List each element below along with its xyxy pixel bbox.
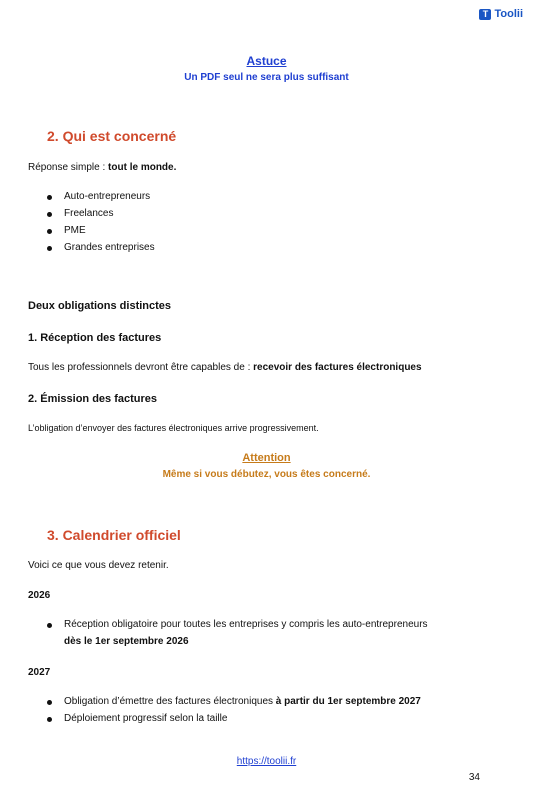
section-2-heading: 2. Qui est concerné <box>47 128 177 144</box>
section-2-intro-bold: tout le monde. <box>108 162 177 173</box>
reception-title: 1. Réception des factures <box>28 332 162 344</box>
list-item-text: Freelances <box>64 208 114 219</box>
list-item-text: Auto-entrepreneurs <box>64 191 151 202</box>
emission-text: L’obligation d’envoyer des factures électroniques arrive progressivement. <box>28 423 319 433</box>
list-item-text-prefix: Obligation d’émettre des factures électroniques <box>64 696 276 707</box>
section-2-intro-prefix: Réponse simple : <box>28 162 109 173</box>
list-item-text: Déploiement progressif selon la taille <box>64 713 228 724</box>
toolii-logo <box>479 8 523 20</box>
list-item <box>47 225 86 236</box>
obligations-title: Deux obligations distinctes <box>28 300 172 312</box>
attention-title: Attention <box>242 452 291 464</box>
list-item <box>47 208 113 219</box>
section-3-heading: 3. Calendrier officiel <box>47 527 181 543</box>
list-item <box>47 242 155 253</box>
list-item <box>47 696 421 707</box>
year-2026: 2026 <box>28 590 51 601</box>
footer-link[interactable]: https://toolii.fr <box>236 756 297 767</box>
year-2027: 2027 <box>28 667 51 678</box>
list-item-text: Réception obligatoire pour toutes les entreprises y compris les auto-entrepreneurs <box>64 619 428 630</box>
reception-text-prefix: Tous les professionnels devront être capables de : <box>28 362 254 373</box>
list-item-text-bold: à partir du 1er septembre 2027 <box>275 696 421 707</box>
list-item <box>47 619 428 630</box>
tip-text: Un PDF seul ne sera plus suffisant <box>184 72 349 83</box>
list-item-continuation: dès le 1er septembre 2026 <box>64 636 189 647</box>
attention-text: Même si vous débutez, vous êtes concerné. <box>162 469 371 480</box>
tip-title: Astuce <box>246 54 287 68</box>
section-3-intro: Voici ce que vous devez retenir. <box>28 560 169 571</box>
reception-text <box>28 362 422 373</box>
toolii-logo-icon: T <box>479 9 491 20</box>
list-item <box>47 713 227 724</box>
list-item-text: Grandes entreprises <box>64 242 155 253</box>
list-item-text: PME <box>64 225 86 236</box>
reception-text-bold: recevoir des factures électroniques <box>253 362 422 373</box>
list-item <box>47 191 150 202</box>
toolii-logo-text: Toolii <box>494 8 523 20</box>
page-number: 34 <box>468 772 480 783</box>
section-2-intro <box>28 162 176 173</box>
emission-title: 2. Émission des factures <box>28 393 157 405</box>
